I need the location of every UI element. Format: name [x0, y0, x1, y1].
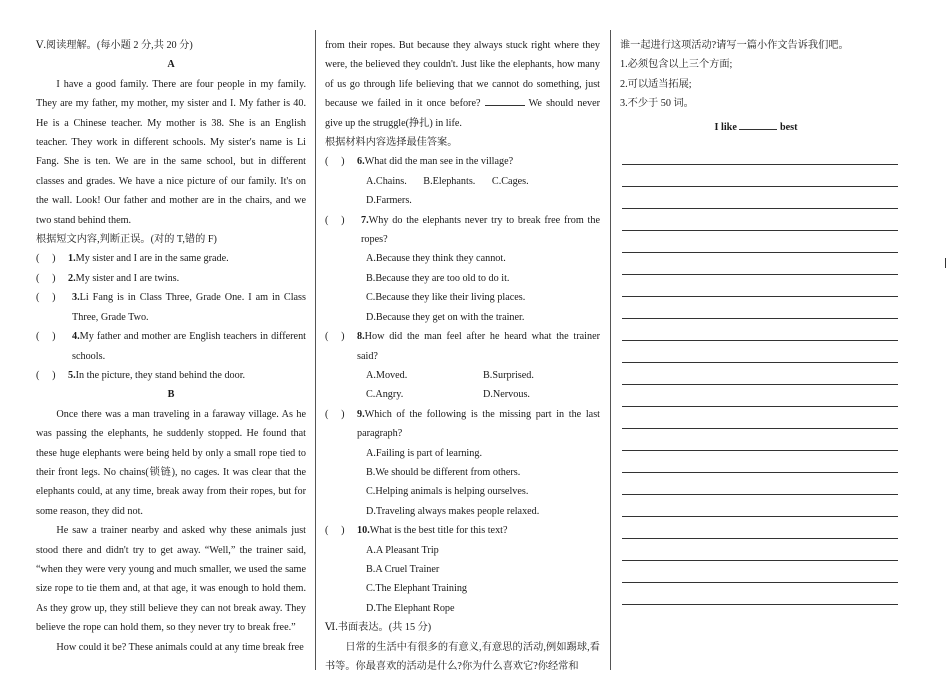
answer-blank[interactable]: ( ): [325, 525, 345, 537]
mc-question-10: [325, 521, 600, 540]
question-text: What did the man see in the village?: [364, 156, 514, 168]
passage-b-continuation: [325, 36, 600, 133]
passage-b-label: B: [167, 389, 175, 401]
column-2: [325, 36, 600, 676]
option: A.A Pleasant Trip: [366, 544, 439, 556]
writing-lines: [620, 143, 892, 605]
writing-line[interactable]: [622, 165, 898, 187]
question-number: 1.: [68, 253, 76, 265]
writing-line[interactable]: [622, 297, 898, 319]
question-number: 3.: [72, 292, 80, 304]
passage-a-label: A: [167, 59, 175, 71]
answer-blank[interactable]: ( ): [325, 156, 345, 168]
option: A.Moved.: [366, 369, 408, 381]
option: D.The Elephant Rope: [366, 602, 455, 614]
writing-title-blank[interactable]: [739, 119, 777, 130]
requirement-2: 2.可以适当拓展;: [620, 78, 692, 90]
writing-line[interactable]: [622, 143, 898, 165]
option: D.Farmers.: [366, 195, 412, 207]
writing-line[interactable]: [622, 407, 898, 429]
tf-question-2: [36, 269, 306, 288]
question-number: 9.: [357, 408, 365, 420]
writing-title: [620, 118, 892, 137]
answer-blank[interactable]: ( ): [325, 408, 345, 420]
edge-mark: [945, 258, 946, 268]
writing-title-end: best: [779, 121, 798, 133]
writing-line[interactable]: [622, 583, 898, 605]
passage-b-paragraph-2: He saw a trainer nearby and asked why these animals just stood there and didn't try to get away. “Well,” the trainer said, “when they were very young and much smaller, we used the same size rope to tie them and, at that age, it was enough to hold them. As they grow up, they still believe they can not break away. They believe the rope can hold them, so they never try to break free.”: [36, 525, 306, 634]
question-text: My sister and I are in the same grade.: [75, 253, 229, 265]
question-text: How did the man feel after he heard what the trainer said?: [357, 331, 600, 362]
option: D.Traveling always makes people relaxed.: [366, 505, 540, 517]
section-6-title: Ⅵ.书面表达。(共 15 分): [325, 622, 432, 634]
answer-blank[interactable]: ( ): [36, 331, 56, 343]
writing-line[interactable]: [622, 275, 898, 297]
writing-title-start: I like: [714, 121, 737, 133]
mc-question-8: [325, 327, 600, 366]
answer-blank[interactable]: ( ): [36, 292, 56, 304]
mc-question-6: [325, 152, 600, 171]
answer-blank[interactable]: ( ): [36, 369, 56, 381]
option: C.Cages.: [491, 175, 529, 187]
options-10: [325, 541, 600, 619]
mc-question-9: [325, 405, 600, 444]
passage-b-instruction: 根据材料内容选择最佳答案。: [325, 137, 458, 149]
question-text: Why do the elephants never try to break free from the ropes?: [361, 214, 600, 246]
question-text: Which of the following is the missing part in the last paragraph?: [357, 408, 600, 440]
column-1: [36, 36, 306, 657]
option: A.Failing is part of learning.: [366, 447, 483, 459]
writing-line[interactable]: [622, 319, 898, 341]
options-7: [325, 249, 600, 327]
question-number: 6.: [357, 156, 365, 168]
answer-blank[interactable]: ( ): [36, 272, 56, 284]
answer-blank[interactable]: ( ): [325, 331, 345, 343]
writing-line[interactable]: [622, 539, 898, 561]
passage-b-continuation-b: We should never give up the struggle(挣扎) in life.: [325, 98, 600, 129]
option: B.Surprised.: [483, 369, 534, 381]
question-number: 8.: [357, 331, 365, 343]
tf-question-4: [36, 327, 306, 366]
tf-question-5: [36, 366, 306, 385]
options-8-row-1: [325, 366, 600, 385]
writing-line[interactable]: [622, 429, 898, 451]
answer-blank[interactable]: ( ): [325, 214, 345, 226]
option: B.Because they are too old to do it.: [366, 272, 510, 284]
option: C.Angry.: [366, 389, 404, 401]
writing-line[interactable]: [622, 231, 898, 253]
question-number: 7.: [361, 214, 369, 226]
options-8-row-2: [325, 385, 600, 404]
option: B.Elephants.: [423, 175, 476, 187]
writing-line[interactable]: [622, 341, 898, 363]
question-text: My father and mother are English teachers in different schools.: [72, 331, 306, 362]
writing-line[interactable]: [622, 385, 898, 407]
requirement-1: 1.必须包含以上三个方面;: [620, 59, 733, 71]
column-3: [620, 36, 892, 605]
writing-line[interactable]: [622, 451, 898, 473]
question-number: 10.: [357, 525, 370, 537]
question-number: 2.: [68, 272, 76, 284]
options-9: [325, 444, 600, 522]
option: A.Chains.: [366, 175, 407, 187]
question-number: 5.: [68, 369, 76, 381]
options-6: [325, 172, 600, 211]
tf-question-1: [36, 249, 306, 268]
writing-line[interactable]: [622, 363, 898, 385]
writing-prompt-continued: 谁一起进行这项活动?请写一篇小作文告诉我们吧。: [620, 40, 849, 51]
requirement-3: 3.不少于 50 词。: [620, 98, 694, 110]
passage-b-continuation-a: from their ropes. But because they always stuck right where they were, the believed they couldn't. Just like the elephants, how many of us go through life believing that we cannot do something, just because we failed in it once before?: [325, 40, 600, 110]
passage-b-paragraph-1: Once there was a man traveling in a faraway village. As he was passing the elephants, he suddenly stopped. He found that these huge elephants were being held by only a small rope tied to their front legs. No chains(锁链), no cages. It was clear that the elephants could, at any time, break away from their ropes, but for some reason, they did not.: [36, 408, 306, 517]
passage-b-paragraph-3: How could it be? These animals could at any time break free: [56, 641, 304, 653]
column-divider-2: [610, 30, 611, 670]
section-5-title: Ⅴ.阅读理解。(每小题 2 分,共 20 分): [36, 40, 193, 51]
question-text: In the picture, they stand behind the door.: [75, 369, 246, 381]
option: D.Nervous.: [483, 389, 530, 401]
option: C.Helping animals is helping ourselves.: [366, 486, 529, 498]
writing-line[interactable]: [622, 187, 898, 209]
answer-blank[interactable]: ( ): [36, 253, 56, 265]
writing-prompt: 日常的生活中有很多的有意义,有意思的活动,例如踢球,看书等。你最喜欢的活动是什么?你为什么喜欢它?你经常和: [325, 641, 600, 672]
question-number: 4.: [72, 331, 80, 343]
column-divider-1: [315, 30, 316, 670]
writing-line[interactable]: [622, 495, 898, 517]
writing-line[interactable]: [622, 517, 898, 539]
option: A.Because they think they cannot.: [366, 253, 506, 265]
question-text: What is the best title for this text?: [369, 525, 508, 537]
writing-line[interactable]: [622, 253, 898, 275]
option: C.The Elephant Training: [366, 583, 468, 595]
question-text: Li Fang is in Class Three, Grade One. I am in Class Three, Grade Two.: [72, 292, 306, 323]
option: C.Because they like their living places.: [366, 292, 526, 304]
passage-a-instruction: 根据短文内容,判断正误。(对的 T,错的 F): [36, 234, 217, 246]
tf-question-3: [36, 288, 306, 327]
writing-line[interactable]: [622, 473, 898, 495]
writing-line[interactable]: [622, 561, 898, 583]
option: B.We should be different from others.: [366, 466, 521, 478]
question-text: My sister and I are twins.: [75, 272, 180, 284]
writing-line[interactable]: [622, 209, 898, 231]
passage-a-text: I have a good family. There are four people in my family. They are my father, my mother, my sister and I. My father is 40. He is a Chinese teacher. My mother is 38. She is an English teacher. They work in different schools. My sister's name is Li Fang. She is ten. We are in the same school, but in different classes and grades. We have a nice picture of our family. It's on the wall. Look! Our father and mother are in the chairs, and we two stand behind them.: [36, 78, 306, 226]
missing-part-blank[interactable]: [485, 95, 525, 106]
option: B.A Cruel Trainer: [366, 563, 440, 575]
option: D.Because they get on with the trainer.: [366, 311, 525, 323]
mc-question-7: [325, 211, 600, 250]
